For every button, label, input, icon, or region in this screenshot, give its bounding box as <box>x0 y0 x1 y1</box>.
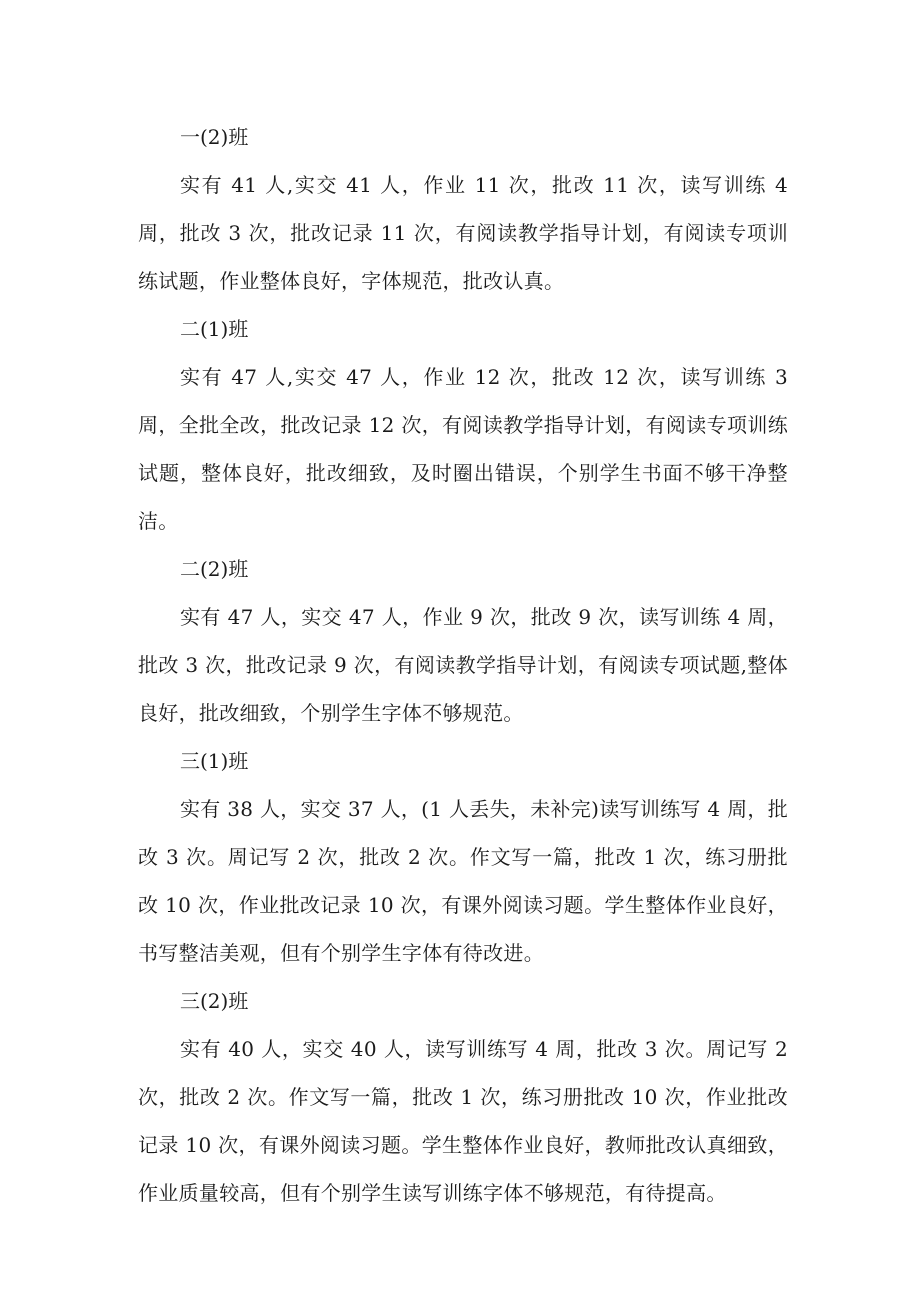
class-section-3-2 <box>138 977 788 1217</box>
section-heading: 二(2)班 <box>180 557 249 581</box>
class-section-2-1 <box>138 305 788 545</box>
section-heading: 二(1)班 <box>180 317 249 341</box>
section-paragraph: 实有 47 人,实交 47 人，作业 12 次，批改 12 次，读写训练 3 周，全批全改，批改记录 12 次，有阅读教学指导计划，有阅读专项训练试题，整体良好，批改细致，及时圈出错误，个别学生书面不够干净整洁。 <box>138 365 788 533</box>
section-heading: 三(1)班 <box>180 749 249 773</box>
document-body <box>138 113 788 1217</box>
section-paragraph: 实有 38 人，实交 37 人，(1 人丢失，未补完)读写训练写 4 周，批改 3 次。周记写 2 次，批改 2 次。作文写一篇，批改 1 次，练习册批改 10 次，作业批改记录 10 次，有课外阅读习题。学生整体作业良好，书写整洁美观，但有个别学生字体有待改进。 <box>138 797 788 965</box>
class-section-3-1 <box>138 737 788 977</box>
section-paragraph: 实有 47 人，实交 47 人，作业 9 次，批改 9 次，读写训练 4 周，批改 3 次，批改记录 9 次，有阅读教学指导计划，有阅读专项试题,整体良好，批改细致，个别学生字体不够规范。 <box>138 605 788 725</box>
class-section-1-2 <box>138 113 788 305</box>
class-section-2-2 <box>138 545 788 737</box>
section-paragraph: 实有 40 人，实交 40 人，读写训练写 4 周，批改 3 次。周记写 2 次，批改 2 次。作文写一篇，批改 1 次，练习册批改 10 次，作业批改记录 10 次，有课外阅读习题。学生整体作业良好，教师批改认真细致，作业质量较高，但有个别学生读写训练字体不够规范，有待提高。 <box>138 1037 788 1205</box>
section-paragraph: 实有 41 人,实交 41 人，作业 11 次，批改 11 次，读写训练 4 周，批改 3 次，批改记录 11 次，有阅读教学指导计划，有阅读专项训练试题，作业整体良好，字体规范，批改认真。 <box>138 173 788 293</box>
section-heading: 三(2)班 <box>180 989 249 1013</box>
section-heading: 一(2)班 <box>180 125 249 149</box>
